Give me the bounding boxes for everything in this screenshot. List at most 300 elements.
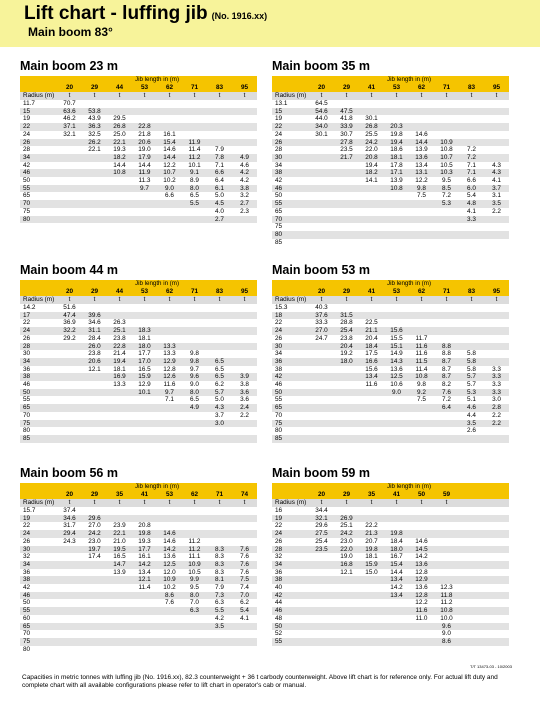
capacity-cell	[484, 343, 509, 351]
blank-cell	[20, 288, 57, 296]
capacity-cell	[57, 396, 82, 404]
capacity-cell	[82, 623, 107, 631]
capacity-cell: 7.6	[434, 389, 459, 397]
table-row	[272, 396, 509, 404]
capacity-cell: 11.8	[434, 592, 459, 600]
radius-cell: 28	[272, 546, 309, 554]
jib-length-header: 20	[309, 84, 334, 92]
capacity-cell	[107, 404, 132, 412]
capacity-cell: 29.2	[63, 334, 76, 342]
capacity-cell	[57, 584, 82, 592]
capacity-cell	[459, 131, 484, 139]
capacity-cell	[409, 312, 434, 320]
capacity-cell: 4.1	[492, 177, 501, 185]
table-row	[20, 553, 257, 561]
jib-length-header: 41	[384, 491, 409, 499]
unit-cell: t	[434, 92, 459, 100]
capacity-cell	[484, 607, 509, 615]
capacity-cell	[132, 615, 157, 623]
capacity-cell	[232, 304, 257, 312]
capacity-cell	[57, 200, 82, 208]
capacity-cell	[107, 412, 132, 420]
capacity-cell: 5.7	[467, 381, 476, 389]
capacity-cell: 10.9	[182, 561, 207, 569]
capacity-cell	[459, 607, 484, 615]
radius-cell: 75	[272, 420, 309, 428]
chart-main-boom-35	[272, 59, 509, 246]
capacity-cell	[182, 123, 207, 131]
capacity-cell: 7.6	[165, 599, 174, 607]
capacity-cell: 20.4	[365, 334, 378, 342]
capacity-cell: 2.8	[484, 404, 509, 412]
capacity-cell: 4.6	[459, 404, 484, 412]
radius-cell: 50	[275, 192, 283, 200]
capacity-cell: 14.4	[138, 161, 151, 169]
capacity-cell	[434, 312, 459, 320]
capacity-cell	[232, 123, 257, 131]
capacity-cell	[232, 108, 257, 116]
jib-length-header	[459, 491, 484, 499]
capacity-cell	[384, 192, 409, 200]
capacity-cell: 19.4	[107, 358, 132, 366]
capacity-cell: 4.1	[467, 207, 476, 215]
capacity-cell: 18.0	[132, 343, 157, 351]
unit-cell: t	[82, 92, 107, 100]
capacity-cell	[309, 427, 334, 435]
capacity-cell	[334, 162, 359, 170]
capacity-cell: 22.1	[88, 146, 101, 154]
capacity-cell	[359, 507, 384, 515]
lift-table	[272, 76, 509, 246]
capacity-cell: 8.0	[182, 185, 207, 193]
table-row	[20, 108, 257, 116]
capacity-cell: 24.7	[315, 334, 328, 342]
capacity-cell	[207, 115, 232, 123]
table-row	[20, 435, 257, 443]
capacity-cell: 11.2	[440, 599, 453, 607]
capacity-cell: 8.3	[207, 546, 232, 554]
chart-main-boom-23	[20, 59, 257, 223]
capacity-cell: 20.3	[384, 123, 409, 131]
capacity-cell: 17.0	[132, 358, 157, 366]
table-row	[272, 350, 509, 358]
radius-cell: 15.7	[23, 507, 36, 514]
capacity-cell	[57, 646, 82, 654]
capacity-cell	[132, 630, 157, 638]
capacity-cell	[309, 200, 334, 208]
capacity-cell: 11.2	[182, 546, 207, 554]
capacity-cell: 3.1	[492, 192, 501, 200]
unit-cell: t	[232, 296, 257, 304]
unit-cell: t	[359, 296, 384, 304]
capacity-cell	[107, 592, 132, 600]
capacity-cell: 3.5	[459, 420, 484, 428]
table-row	[272, 638, 509, 646]
capacity-cell	[334, 607, 359, 615]
capacity-cell	[309, 366, 334, 374]
capacity-cell: 47.5	[334, 108, 359, 116]
capacity-cell	[384, 319, 409, 327]
capacity-cell: 31.5	[334, 312, 359, 320]
jib-length-header: 74	[232, 491, 257, 499]
capacity-cell	[232, 638, 257, 646]
radius-cell: 34	[275, 350, 283, 358]
capacity-cell: 22.5	[365, 319, 378, 327]
table-row	[20, 507, 257, 515]
capacity-cell	[232, 435, 257, 443]
capacity-cell	[182, 319, 207, 327]
capacity-cell: 15.5	[390, 334, 403, 342]
unit-cell: t	[459, 296, 484, 304]
table-row	[20, 561, 257, 569]
capacity-cell	[309, 404, 334, 412]
capacity-cell	[334, 216, 359, 224]
capacity-cell	[232, 335, 257, 343]
unit-cell: t	[434, 499, 459, 507]
capacity-cell: 4.0	[215, 207, 224, 215]
capacity-cell	[434, 561, 459, 569]
capacity-cell	[232, 646, 257, 654]
table-row	[20, 607, 257, 615]
capacity-cell	[434, 108, 459, 116]
capacity-cell	[484, 319, 509, 327]
jib-length-header: 53	[384, 288, 409, 296]
radius-cell: 75	[23, 207, 31, 215]
capacity-cell: 20.7	[365, 537, 378, 545]
capacity-cell	[434, 427, 459, 435]
capacity-cell	[232, 630, 257, 638]
capacity-cell	[232, 115, 257, 123]
unit-cell: t	[207, 92, 232, 100]
capacity-cell: 10.9	[157, 576, 182, 584]
capacity-cell: 13.4	[359, 373, 384, 381]
table-row	[20, 139, 257, 147]
capacity-cell	[207, 335, 232, 343]
capacity-cell	[107, 420, 132, 428]
jib-length-header: 62	[409, 84, 434, 92]
table-row	[272, 185, 509, 193]
capacity-cell: 19.3	[138, 537, 151, 545]
capacity-cell	[207, 327, 232, 335]
capacity-cell	[484, 584, 509, 592]
capacity-cell	[57, 630, 82, 638]
unit-cell: t	[157, 296, 182, 304]
capacity-cell: 20.4	[334, 343, 359, 351]
capacity-cell	[434, 100, 459, 108]
capacity-cell: 22.2	[365, 522, 378, 530]
capacity-cell	[207, 630, 232, 638]
capacity-cell: 19.3	[113, 146, 126, 154]
capacity-cell: 11.9	[182, 139, 207, 147]
jib-length-header: 29	[334, 288, 359, 296]
jib-length-header: 95	[232, 288, 257, 296]
capacity-cell	[132, 507, 157, 515]
capacity-cell: 43.9	[88, 115, 101, 123]
capacity-cell	[107, 216, 132, 224]
capacity-cell: 11.3	[138, 177, 151, 185]
capacity-cell	[57, 216, 82, 224]
capacity-cell	[82, 630, 107, 638]
jib-length-header: 83	[459, 288, 484, 296]
capacity-cell	[434, 522, 459, 530]
radius-cell: 42	[275, 177, 283, 185]
capacity-cell	[57, 162, 82, 170]
capacity-cell	[484, 312, 509, 320]
capacity-cell	[107, 630, 132, 638]
capacity-cell	[359, 615, 384, 623]
capacity-cell	[82, 162, 107, 170]
capacity-cell	[207, 435, 232, 443]
unit-cell: t	[132, 92, 157, 100]
capacity-cell: 29.6	[82, 515, 107, 523]
capacity-cell: 11.4	[188, 146, 201, 154]
jib-length-label: Jib length in (m)	[309, 76, 509, 84]
capacity-cell	[57, 343, 82, 351]
capacity-cell	[57, 192, 82, 200]
capacity-cell: 8.7	[434, 373, 459, 381]
capacity-cell	[409, 100, 434, 108]
capacity-cell	[484, 154, 509, 162]
capacity-cell	[309, 350, 334, 358]
capacity-cell	[334, 389, 359, 397]
radius-cell: 19	[23, 115, 31, 123]
capacity-cell: 27.8	[334, 139, 359, 147]
capacity-cell	[107, 100, 132, 108]
capacity-cell: 20.6	[82, 358, 107, 366]
capacity-cell	[384, 312, 409, 320]
capacity-cell	[232, 366, 257, 374]
table-row	[272, 108, 509, 116]
capacity-cell: 17.5	[365, 350, 378, 358]
capacity-cell	[409, 427, 434, 435]
capacity-cell	[384, 396, 409, 404]
capacity-cell: 5.1	[467, 396, 476, 404]
capacity-cell	[57, 373, 82, 381]
capacity-cell	[132, 192, 157, 200]
capacity-cell	[359, 231, 384, 239]
unit-cell: t	[359, 499, 384, 507]
unit-cell: t	[57, 499, 82, 507]
table-row	[272, 553, 509, 561]
capacity-cell: 3.3	[484, 389, 509, 397]
capacity-cell: 5.7	[459, 373, 484, 381]
lift-table	[20, 280, 257, 443]
table-row	[20, 522, 257, 530]
capacity-cell: 6.4	[434, 404, 459, 412]
capacity-cell	[334, 208, 359, 216]
capacity-cell	[182, 646, 207, 654]
capacity-cell	[459, 546, 484, 554]
capacity-cell	[309, 584, 334, 592]
capacity-cell	[107, 599, 132, 607]
capacity-cell: 17.9	[132, 154, 157, 162]
capacity-cell	[459, 615, 484, 623]
capacity-cell	[309, 569, 334, 577]
table-row	[20, 366, 257, 374]
radius-cell: 40	[275, 584, 283, 592]
chart-title: Main boom 53 m	[272, 263, 370, 277]
radius-cell: 34	[272, 561, 309, 569]
capacity-cell: 4.6	[240, 161, 249, 169]
capacity-cell: 16.6	[359, 358, 384, 366]
capacity-cell: 24.2	[82, 530, 107, 538]
capacity-cell	[334, 223, 359, 231]
jib-length-header: 41	[359, 84, 384, 92]
radius-cell: 65	[275, 207, 283, 215]
radius-cell: 80	[23, 427, 31, 435]
capacity-cell: 26.3	[113, 319, 126, 327]
capacity-cell: 12.9	[157, 358, 182, 366]
capacity-cell: 9.8	[417, 381, 426, 389]
capacity-cell	[409, 630, 434, 638]
capacity-cell: 9.7	[157, 389, 182, 397]
capacity-cell	[434, 569, 459, 577]
capacity-cell: 7.2	[467, 146, 476, 154]
capacity-cell: 12.5	[157, 561, 182, 569]
capacity-cell	[132, 216, 157, 224]
capacity-cell: 8.0	[182, 389, 207, 397]
capacity-cell: 6.5	[207, 373, 232, 381]
capacity-cell: 16.1	[138, 553, 151, 561]
radius-label: Radius (m)	[272, 92, 309, 100]
unit-cell	[484, 499, 509, 507]
jib-length-header: 83	[207, 288, 232, 296]
capacity-cell: 5.8	[467, 350, 476, 358]
table-row	[20, 412, 257, 420]
capacity-cell	[434, 216, 459, 224]
capacity-cell	[82, 389, 107, 397]
jib-length-label: Jib length in (m)	[57, 483, 257, 491]
radius-cell: 50	[272, 623, 309, 631]
capacity-cell: 8.6	[157, 592, 182, 600]
capacity-cell	[157, 312, 182, 320]
capacity-cell: 8.9	[190, 177, 199, 185]
capacity-cell	[57, 599, 82, 607]
capacity-cell: 9.0	[190, 381, 199, 389]
radius-cell: 50	[20, 389, 57, 397]
radius-cell: 34	[20, 561, 57, 569]
capacity-cell	[409, 239, 434, 247]
capacity-cell	[409, 231, 434, 239]
capacity-cell	[484, 592, 509, 600]
unit-cell: t	[309, 499, 334, 507]
table-row	[272, 538, 509, 546]
capacity-cell: 17.4	[88, 553, 101, 561]
capacity-cell: 21.7	[334, 154, 359, 162]
capacity-cell	[459, 115, 484, 123]
capacity-cell	[157, 607, 182, 615]
capacity-cell: 3.7	[484, 185, 509, 193]
capacity-cell	[384, 615, 409, 623]
radius-label: Radius (m)	[272, 499, 309, 507]
capacity-cell	[359, 200, 384, 208]
capacity-cell	[334, 231, 359, 239]
jib-length-header: 44	[107, 288, 132, 296]
capacity-cell	[182, 312, 207, 320]
unit-cell: t	[82, 499, 107, 507]
radius-cell: 30	[20, 546, 57, 554]
capacity-cell	[82, 646, 107, 654]
capacity-cell	[182, 335, 207, 343]
lift-table	[20, 483, 257, 653]
capacity-cell: 5.0	[215, 192, 224, 200]
capacity-cell: 19.7	[82, 546, 107, 554]
table-row	[272, 100, 509, 108]
capacity-cell	[157, 507, 182, 515]
table-row	[272, 615, 509, 623]
table-row	[20, 599, 257, 607]
unit-cell: t	[409, 296, 434, 304]
capacity-cell	[157, 615, 182, 623]
jib-length-header: 44	[107, 84, 132, 92]
capacity-cell: 17.7	[138, 350, 151, 358]
capacity-cell: 14.9	[390, 350, 403, 358]
capacity-cell: 3.8	[240, 381, 249, 389]
capacity-cell	[309, 358, 334, 366]
capacity-cell	[459, 561, 484, 569]
capacity-cell	[232, 530, 257, 538]
capacity-cell: 10.3	[434, 169, 459, 177]
capacity-cell: 26.9	[334, 515, 359, 523]
table-row	[272, 223, 509, 231]
table-row	[20, 569, 257, 577]
capacity-cell	[82, 561, 107, 569]
jib-length-header: 29	[82, 491, 107, 499]
capacity-cell: 17.7	[132, 546, 157, 554]
capacity-cell: 16.5	[113, 553, 126, 561]
capacity-cell: 4.3	[207, 404, 232, 412]
capacity-cell	[434, 412, 459, 420]
capacity-cell	[107, 396, 132, 404]
capacity-cell: 2.4	[232, 404, 257, 412]
table-row	[272, 335, 509, 343]
capacity-cell	[484, 146, 509, 154]
jib-length-label: Jib length in (m)	[57, 76, 257, 84]
capacity-cell: 12.2	[415, 177, 428, 185]
capacity-cell: 10.8	[434, 607, 459, 615]
capacity-cell: 7.1	[215, 161, 224, 169]
capacity-cell: 15.6	[384, 327, 409, 335]
capacity-cell: 31.1	[82, 327, 107, 335]
blank-cell	[272, 76, 309, 84]
capacity-cell	[409, 327, 434, 335]
capacity-cell: 10.1	[132, 389, 157, 397]
capacity-cell	[157, 638, 182, 646]
capacity-cell	[459, 312, 484, 320]
capacity-cell	[107, 389, 132, 397]
table-row	[272, 522, 509, 530]
capacity-cell	[107, 515, 132, 523]
capacity-cell	[157, 335, 182, 343]
capacity-cell: 23.5	[309, 546, 334, 554]
capacity-cell	[334, 366, 359, 374]
capacity-cell	[334, 239, 359, 247]
table-row	[272, 358, 509, 366]
jib-length-header: 53	[132, 84, 157, 92]
radius-cell: 19	[275, 115, 283, 123]
capacity-cell: 37.1	[57, 123, 82, 131]
capacity-cell	[132, 435, 157, 443]
capacity-cell	[309, 561, 334, 569]
capacity-cell	[57, 435, 82, 443]
capacity-cell	[484, 108, 509, 116]
table-row	[20, 192, 257, 200]
capacity-cell	[57, 592, 82, 600]
table-row	[272, 123, 509, 131]
capacity-cell: 16.9	[107, 373, 132, 381]
capacity-cell: 13.4	[384, 592, 409, 600]
capacity-cell: 4.2	[240, 177, 249, 185]
